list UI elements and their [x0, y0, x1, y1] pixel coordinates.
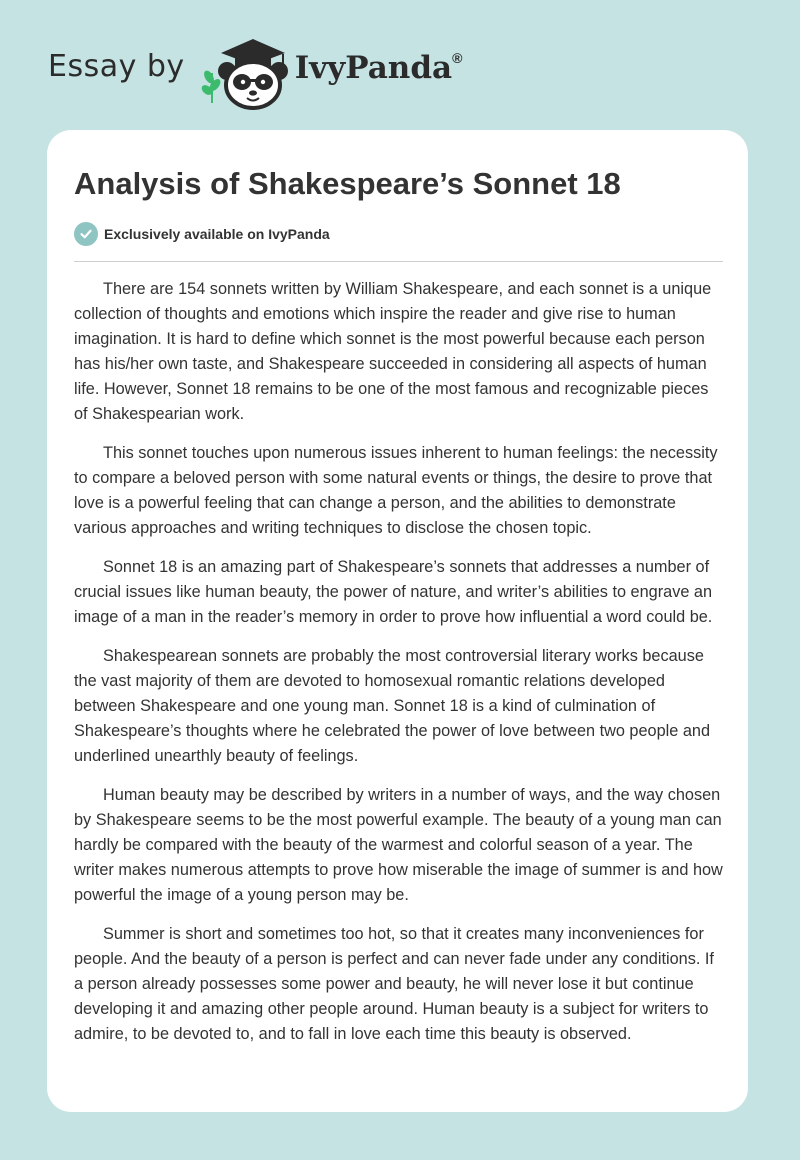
check-icon: [74, 222, 98, 246]
paragraph: Sonnet 18 is an amazing part of Shakespeare’s sonnets that addresses a number of crucial issues like human beauty, the power of nature, and writer’s abilities to engrave an image of a man in the reader’s memory in order to prove how influential a word could be.: [74, 558, 713, 626]
exclusive-badge: [74, 222, 330, 246]
paragraph: Shakespearean sonnets are probably the most controversial literary works because the vast majority of them are devoted to homosexual romantic relations developed between Shakespeare and one young man. Sonnet 18 is a kind of culmination of Shakespeare’s thoughts where he celebrated the power of love between two people and underlined unearthly beauty of feelings.: [74, 647, 711, 765]
panda-graduate-icon: [199, 33, 291, 111]
paragraph: This sonnet touches upon numerous issues inherent to human feelings: the necessity to compare a beloved person with some natural events or things, the desire to prove that love is a powerful feeling that can change a person, and the abilities to demonstrate various approaches and writing techniques to disclose the chosen topic.: [74, 444, 718, 537]
paragraph: There are 154 sonnets written by William Shakespeare, and each sonnet is a unique collection of thoughts and emotions which inspire the reader and give rise to human imagination. It is hard to define which sonnet is the most powerful because each person has his/her own taste, and Shakespeare succeeded in considering all aspects of human life. However, Sonnet 18 remains to be one of the most famous and recognizable pieces of Shakespearian work.: [74, 280, 712, 423]
divider: [74, 261, 723, 262]
essay-body: [74, 277, 724, 1061]
registered-mark: ®: [452, 49, 463, 66]
badge-label: Exclusively available on IvyPanda: [104, 226, 330, 242]
paragraph: Human beauty may be described by writers in a number of ways, and the way chosen by Shakespeare seems to be the most powerful example. The beauty of a young man can hardly be compared with the beauty of the warmest and colorful season of a year. The writer makes numerous attempts to prove how miserable the image of summer is and how powerful the image of a young person may be.: [74, 786, 723, 904]
essay-by-label: Essay by: [48, 48, 185, 84]
site-header: [48, 32, 462, 112]
brand-name: IvyPanda®: [294, 49, 463, 86]
essay-card: [47, 130, 748, 1112]
paragraph: Summer is short and sometimes too hot, so that it creates many inconveniences for people. And the beauty of a person is perfect and can never fade under any conditions. If a person already possesses some power and beauty, he will never lose it but continue developing it and amazing other people around. Human beauty is a subject for writers to admire, to be devoted to, and to fall in love each time this beauty is observed.: [74, 925, 714, 1043]
page-title: Analysis of Shakespeare’s Sonnet 18: [74, 166, 621, 201]
